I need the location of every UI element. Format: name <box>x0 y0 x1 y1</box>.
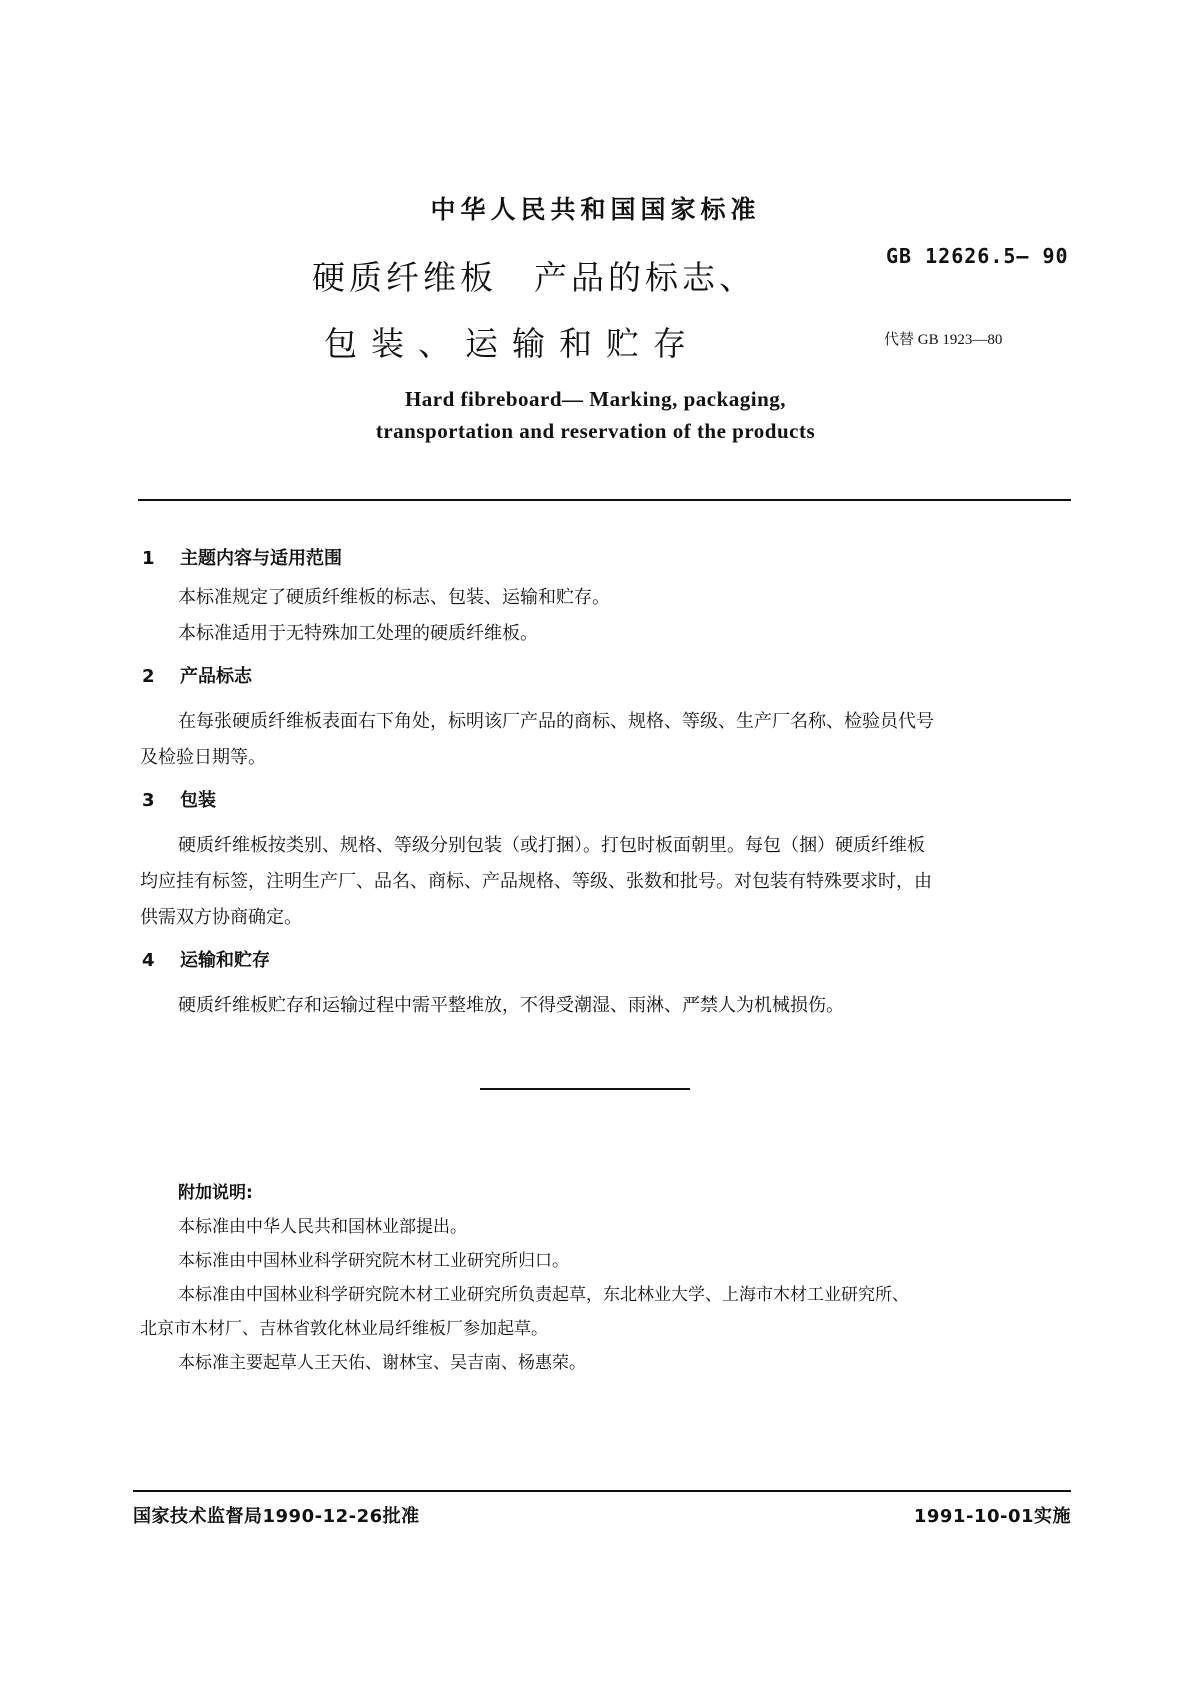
end-of-text-rule <box>480 1088 690 1090</box>
section-3-line-1: 硬质纤维板按类别、规格、等级分别包装（或打捆）。打包时板面朝里。每包（捆）硬质纤维板 <box>178 835 925 856</box>
section-2-line-1: 在每张硬质纤维板表面右下角处，标明该厂产品的商标、规格、等级、生产厂名称、检验员代号 <box>178 711 934 732</box>
section-2-line-2: 及检验日期等。 <box>140 747 266 768</box>
section-4-line-1: 硬质纤维板贮存和运输过程中需平整堆放，不得受潮湿、雨淋、严禁人为机械损伤。 <box>178 995 844 1016</box>
notes-line-5: 本标准主要起草人王天佑、谢林宝、吴吉南、杨惠荣。 <box>178 1353 586 1373</box>
document-title-line-2: 包装、运输和贮存 <box>324 324 700 363</box>
section-number: 4 <box>142 950 155 971</box>
issuing-body-header: 中华人民共和国国家标准 <box>430 195 761 224</box>
section-number: 3 <box>142 790 155 811</box>
english-title-line-1: Hard fibreboard— Marking, packaging, <box>404 387 787 411</box>
section-1-heading <box>142 544 342 570</box>
section-1-line-1: 本标准规定了硬质纤维板的标志、包装、运输和贮存。 <box>178 587 610 608</box>
section-number: 1 <box>142 548 155 569</box>
english-title-line-2: transportation and reservation of the products <box>375 419 816 443</box>
document-title-line-1: 硬质纤维板 产品的标志、 <box>312 258 756 297</box>
notes-line-1: 本标准由中华人民共和国林业部提出。 <box>178 1217 467 1237</box>
section-1-line-2: 本标准适用于无特殊加工处理的硬质纤维板。 <box>178 623 538 644</box>
approval-date: 国家技术监督局1990-12-26批准 <box>133 1506 420 1527</box>
section-number: 2 <box>142 666 155 687</box>
section-4-heading <box>142 946 270 972</box>
section-title: 主题内容与适用范围 <box>180 548 342 569</box>
standard-number: GB 12626.5— 90 <box>886 244 1069 268</box>
section-3-line-3: 供需双方协商确定。 <box>140 907 302 928</box>
notes-line-2: 本标准由中国林业科学研究院木材工业研究所归口。 <box>178 1251 569 1271</box>
section-title: 包装 <box>180 790 216 811</box>
section-3-line-2: 均应挂有标签，注明生产厂、品名、商标、产品规格、等级、张数和批号。对包装有特殊要求时，由 <box>140 871 932 892</box>
replaces-standard: 代替 GB 1923—80 <box>884 332 1003 348</box>
section-3-heading <box>142 786 216 812</box>
footer-rule <box>133 1490 1071 1492</box>
notes-line-4: 北京市木材厂、吉林省敦化林业局纤维板厂参加起草。 <box>140 1319 548 1339</box>
section-title: 产品标志 <box>180 666 252 687</box>
title-divider <box>138 499 1071 501</box>
english-title <box>0 383 1191 447</box>
effective-date: 1991-10-01实施 <box>913 1506 1071 1527</box>
notes-heading: 附加说明: <box>178 1183 253 1203</box>
notes-line-3: 本标准由中国林业科学研究院木材工业研究所负责起草，东北林业大学、上海市木材工业研究所、 <box>178 1285 909 1305</box>
section-title: 运输和贮存 <box>180 950 270 971</box>
section-2-heading <box>142 662 252 688</box>
